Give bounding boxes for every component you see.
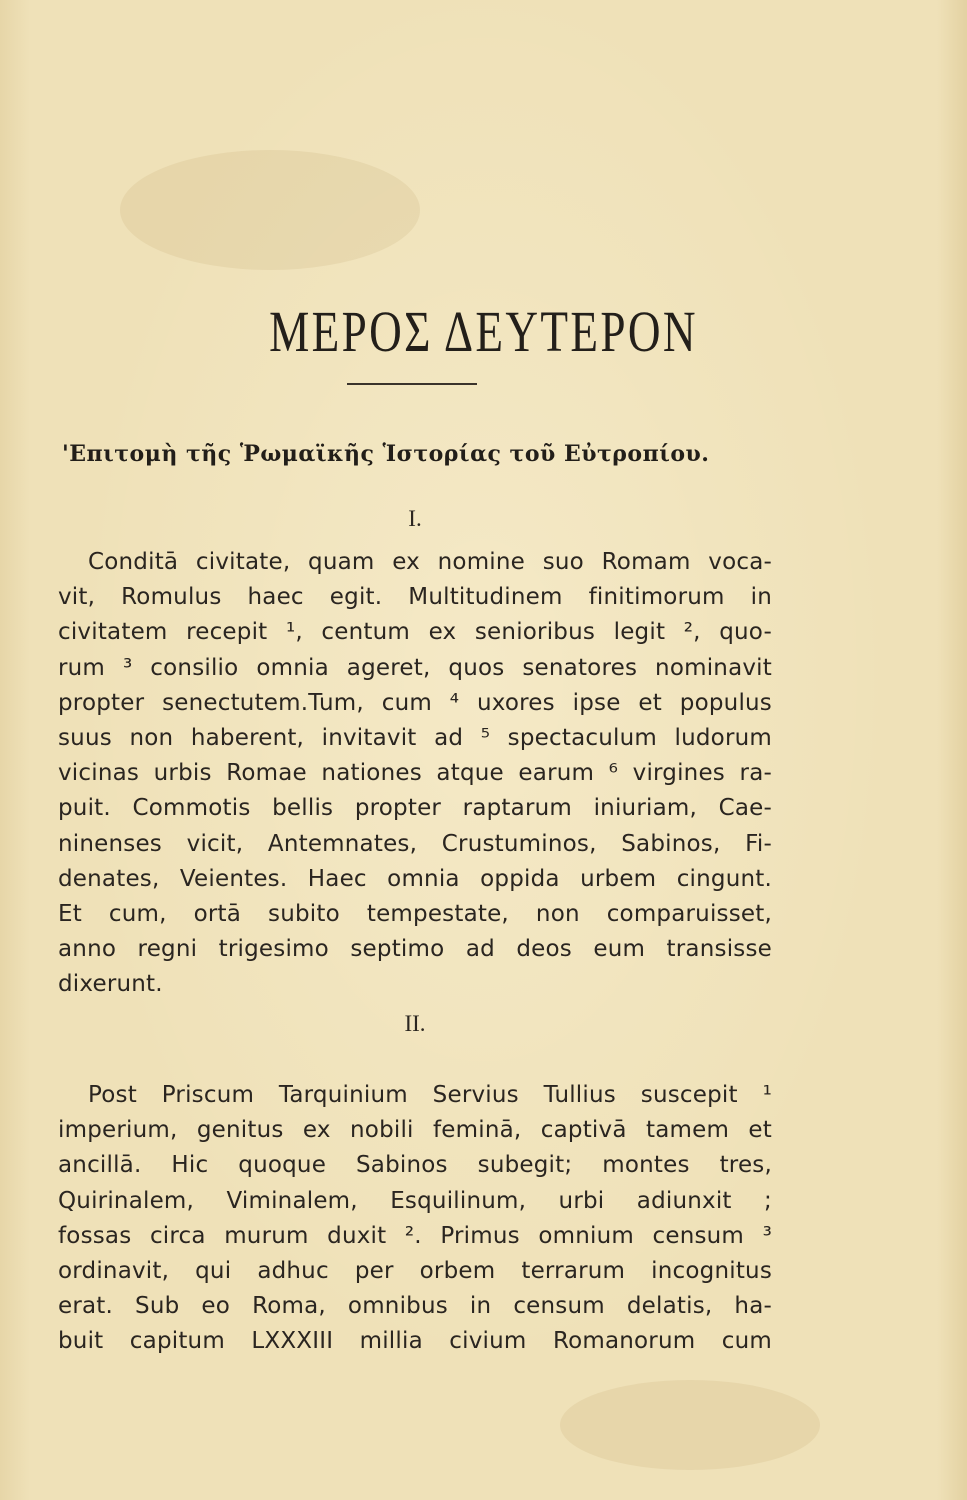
text-line: anno regni trigesimo septimo ad deos eum transisse	[58, 936, 772, 963]
part-title: ΜΕΡΟΣ ΔΕΥΤΕΡΟΝ	[269, 299, 698, 364]
text-line: erat. Sub eo Roma, omnibus in censum delatis, ha-	[58, 1293, 772, 1320]
text-line: Et cum, ortā subito tempestate, non comparuisset,	[58, 900, 772, 927]
text-line: rum ³ consilio omnia ageret, quos senatores nominavit	[58, 654, 772, 681]
text-line: suus non haberent, invitavit ad ⁵ spectaculum ludorum	[58, 724, 772, 751]
text-line: Quirinalem, Viminalem, Esquilinum, urbi adiunxit ;	[58, 1187, 772, 1214]
section-numeral-2: II.	[404, 1011, 426, 1036]
text-line: buit capitum LXXXIII millia civium Romanorum cum	[58, 1328, 772, 1355]
greek-subtitle: 'Επιτομὴ τῆς Ῥωμαϊκῆς Ἱστορίας τοῦ Εὐτροπίου.	[62, 441, 710, 467]
text-line: vicinas urbis Romae nationes atque earum ⁶ virgines ra-	[58, 760, 772, 787]
text-line: ninenses vicit, Antemnates, Crustuminos, Sabinos, Fi-	[58, 830, 772, 857]
text-line: fossas circa murum duxit ². Primus omnium censum ³	[58, 1222, 772, 1249]
text-line: Post Priscum Tarquinium Servius Tullius suscepit ¹	[88, 1082, 772, 1108]
text-line: Conditā civitate, quam ex nomine suo Romam voca-	[88, 549, 772, 575]
text-line: denates, Veientes. Haec omnia oppida urbem cingunt.	[58, 865, 772, 892]
text-line: ordinavit, qui adhuc per orbem terrarum incognitus	[58, 1257, 772, 1284]
text-line: puit. Commotis bellis propter raptarum iniuriam, Cae-	[58, 795, 772, 822]
text-line: dixerunt.	[58, 971, 163, 998]
paper-stain	[120, 150, 420, 270]
section-2-text	[58, 1078, 772, 1360]
text-line: civitatem recepit ¹, centum ex senioribus legit ², quo-	[58, 619, 772, 646]
section-numeral-1: I.	[408, 506, 422, 531]
text-line: imperium, genitus ex nobili feminā, captivā tamem et	[58, 1117, 772, 1144]
paper-stain	[560, 1380, 820, 1470]
section-1-text	[58, 545, 772, 1002]
text-line: propter senectutem.Tum, cum ⁴ uxores ipse et populus	[58, 689, 772, 716]
text-line: vit, Romulus haec egit. Multitudinem finitimorum in	[58, 584, 772, 611]
text-line: ancillā. Hic quoque Sabinos subegit; montes tres,	[58, 1152, 772, 1179]
title-divider	[347, 383, 477, 385]
